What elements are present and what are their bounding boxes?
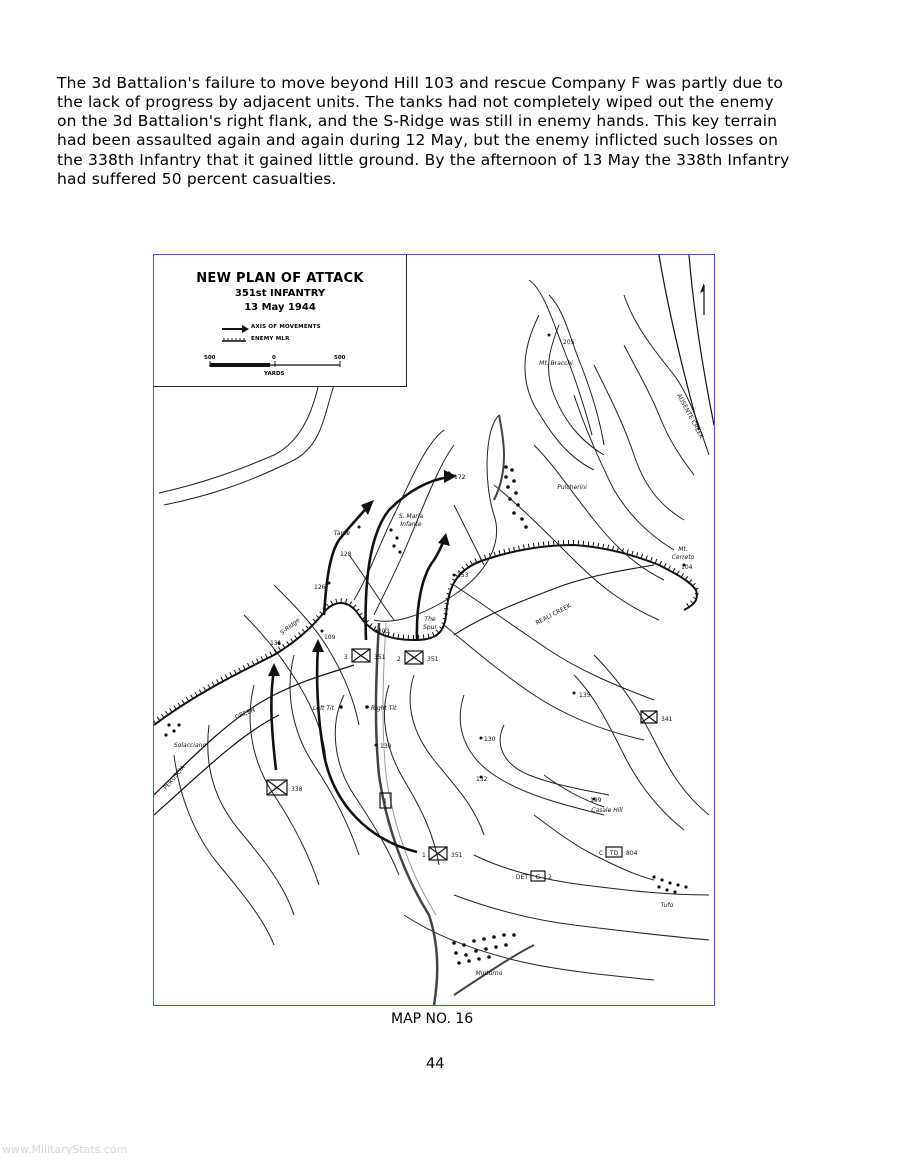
unit-2-reg: 351 <box>427 656 439 663</box>
hill-153: 153 <box>457 572 469 579</box>
hill-130: 130 <box>380 743 392 750</box>
unit-det-num: 2 <box>548 874 552 881</box>
map-legend <box>154 255 407 387</box>
scale-mid: 0 <box>272 355 276 361</box>
arrow-338-to-s-ridge <box>271 670 276 770</box>
label-green-creek: GREEN <box>234 706 257 721</box>
unit-3-351 <box>352 649 370 662</box>
label-the: The <box>424 616 436 623</box>
legend-symbols <box>154 255 406 386</box>
label-mt-bracchi: Mt. Bracchi <box>539 360 573 367</box>
unit-2-label: 2 <box>397 656 401 663</box>
label-reali-creek: REALI CREEK <box>534 602 573 627</box>
map-figure <box>153 254 715 1006</box>
arrow-to-tame <box>324 505 369 615</box>
scale-left: 500 <box>204 355 216 361</box>
label-tame: Tame <box>333 530 351 537</box>
unit-3-label: 3 <box>344 654 348 661</box>
north-arrow-icon <box>700 283 704 315</box>
hill-172: 172 <box>454 474 466 481</box>
unit-2-351 <box>405 651 423 664</box>
label-solacciano: Solacciano <box>173 742 207 749</box>
arrow-1-351-to-109 <box>317 647 417 852</box>
unit-td-c: C <box>599 850 604 857</box>
hill-132: 132 <box>476 776 488 783</box>
unit-338-reg: 338 <box>291 786 303 793</box>
arrow-3-351-to-172 <box>366 477 449 640</box>
label-casale-hill: Casale Hill <box>591 807 623 814</box>
unit-341-reg: 341 <box>661 716 673 723</box>
legend-mlr-label: ENEMY MLR <box>251 336 290 342</box>
scale-unit: YARDS <box>264 371 285 377</box>
hill-109: 109 <box>324 634 336 641</box>
unit-det-label: DET <box>515 874 528 881</box>
body-paragraph: The 3d Battalion's failure to move beyond Hill 103 and rescue Company F was partly due to the lack of progress by adjacent units. The tanks had not completely wiped out the enemy on the 3d Battalion's right flank, and the S-Ridge was still in enemy hands. This key terrain had been assaulted again and again during 12 May, but the enemy inflicted such losses on the 338th Infantry that it gained little ground. By the afternoon of 13 May the 338th Infantry had suffered 50 percent casualties. <box>57 73 790 188</box>
legend-subtitle-unit: 351st INFANTRY <box>234 288 326 299</box>
unit-3-reg: 351 <box>374 654 386 661</box>
arrow-heads <box>268 470 457 676</box>
unit-341 <box>641 711 657 723</box>
legend-axis-label: AXIS OF MOVEMENTS <box>251 324 321 330</box>
label-mt: Mt. <box>678 546 688 553</box>
label-ausente-creek: AUSENTE CREEK <box>675 392 705 440</box>
hill-spots <box>278 334 686 801</box>
hill-126: 126 <box>314 584 326 591</box>
label-minturno: Minturno <box>475 970 503 977</box>
label-s-ridge: S-Ridge <box>278 616 302 637</box>
label-spur: Spur <box>423 624 437 631</box>
label-infante: Infante <box>400 521 422 528</box>
scale-right: 500 <box>334 355 346 361</box>
unit-1-label: 1 <box>422 852 426 859</box>
hill-199: 199 <box>590 797 602 804</box>
unit-td-reg: 804 <box>626 850 638 857</box>
hill-104: 104 <box>681 564 693 571</box>
watermark: www.MilitaryStats.com <box>2 1143 128 1156</box>
road-marker-label: 1 <box>383 798 387 805</box>
hill-205: 205 <box>563 339 575 346</box>
map-caption: MAP NO. 16 <box>391 1011 474 1027</box>
unit-det-sym: G <box>535 874 541 881</box>
hill-128: 128 <box>340 551 352 558</box>
label-tufo: Tufo <box>660 902 674 909</box>
unit-338 <box>267 780 287 795</box>
unit-1-reg: 351 <box>451 852 463 859</box>
label-left-tit: Left Tit <box>312 705 334 712</box>
label-right-tit: Right Tit <box>371 705 397 712</box>
unit-td-sym: TD <box>609 850 619 857</box>
hill-130b: 130 <box>484 736 496 743</box>
label-peruscia-creek: PERUSCIA <box>162 763 187 792</box>
legend-subtitle-date: 13 May 1944 <box>244 302 316 313</box>
label-s-maria: S. Maria <box>398 513 424 520</box>
label-pulcherini: Pulcherini <box>557 484 587 491</box>
hill-103: 103 <box>378 628 390 635</box>
legend-title: NEW PLAN OF ATTACK <box>196 271 364 286</box>
label-cerreto: Cerreto <box>671 554 695 561</box>
page-number: 44 <box>426 1056 445 1072</box>
hill-131: 131 <box>270 640 282 647</box>
hill-135: 135 <box>579 692 591 699</box>
enemy-mlr <box>154 542 697 725</box>
